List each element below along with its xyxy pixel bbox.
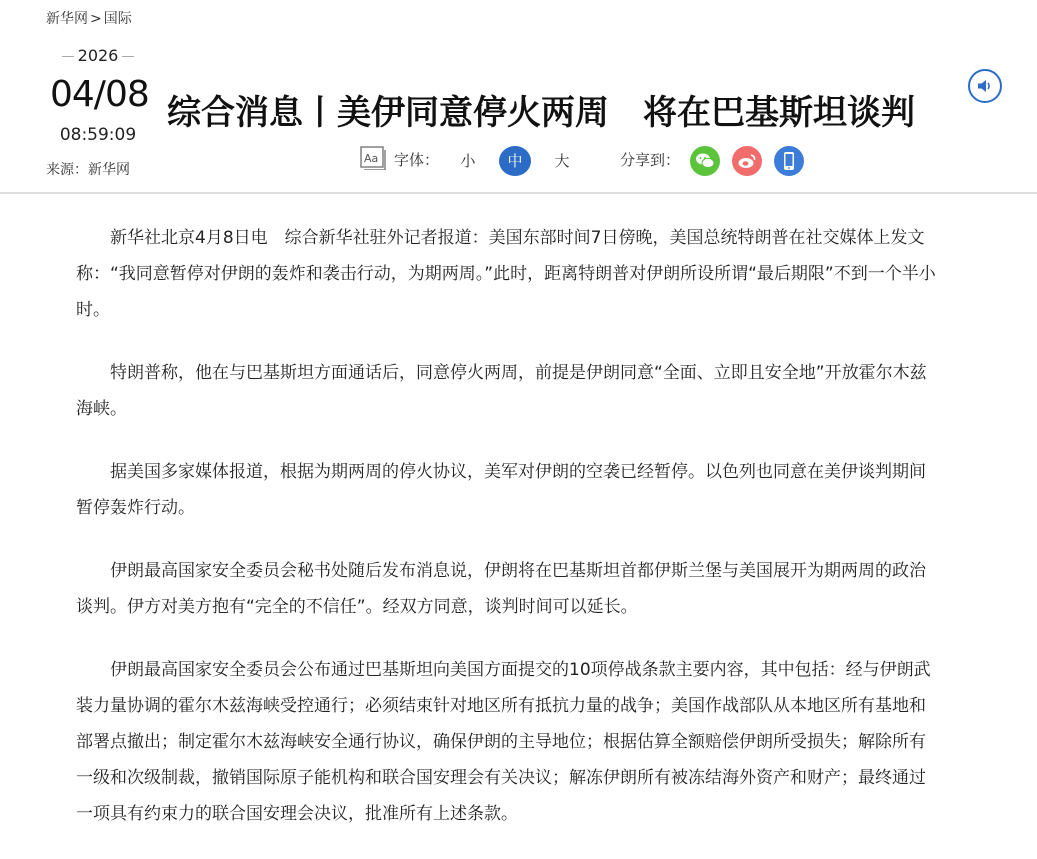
publish-time: 08:59:09 — [59, 125, 137, 145]
font-large-button[interactable]: 大 — [554, 152, 570, 170]
article-paragraph: 伊朗最高国家安全委员会秘书处随后发布消息说，伊朗将在巴基斯坦首都伊斯兰堡与美国展开为期两周的政治谈判。伊方对美方抱有“完全的不信任”。经双方同意，谈判时间可以延长。 — [76, 561, 926, 617]
page-title: 综合消息丨美伊同意停火两周 将在巴基斯坦谈判 — [167, 92, 915, 133]
breadcrumb — [46, 8, 132, 28]
font-size-icon — [360, 146, 386, 170]
header-divider — [0, 192, 1037, 194]
speaker-icon — [976, 77, 994, 95]
article-paragraph: 伊朗最高国家安全委员会公布通过巴基斯坦向美国方面提交的10项停战条款主要内容，其中包括：经与伊朗武装力量协调的霍尔木兹海峡受控通行；必须结束针对地区所有抵抗力量的战争；美国作战部队从本地区所有基地和部署点撤出；制定霍尔木兹海峡安全通行协议，确保伊朗的主导地位；根据估算全额赔偿伊朗所受损失；解除所有一级和次级制裁，撤销国际原子能机构和联合国安理会有关决议；解冻伊朗所有被冻结海外资产和财产；最终通过一项具有约束力的联合国安理会决议，批准所有上述条款。 — [76, 660, 931, 824]
share-wechat-button[interactable] — [690, 146, 720, 176]
font-size-label: 字体： — [394, 151, 440, 169]
year-text: 2026 — [77, 46, 119, 65]
wechat-icon — [695, 152, 715, 170]
publish-date: 04/08 — [50, 74, 149, 115]
breadcrumb-home-link[interactable]: 新华网 — [46, 11, 88, 27]
font-medium-button[interactable]: 中 — [499, 146, 531, 176]
svg-text:Aa: Aa — [364, 152, 379, 165]
share-mobile-button[interactable] — [774, 146, 804, 176]
publish-year — [50, 46, 146, 65]
share-weibo-button[interactable] — [732, 146, 762, 176]
font-small-button[interactable]: 小 — [460, 152, 476, 170]
breadcrumb-separator: > — [90, 11, 102, 27]
article-source: 来源：新华网 — [46, 162, 130, 178]
weibo-icon — [737, 152, 757, 170]
article-toolbar — [360, 146, 820, 176]
year-right-rule — [122, 56, 134, 57]
share-label: 分享到： — [620, 151, 681, 169]
year-left-rule — [62, 56, 74, 57]
article-paragraph: 新华社北京4月8日电 综合新华社驻外记者报道：美国东部时间7日傍晚，美国总统特朗普在社交媒体上发文称：“我同意暂停对伊朗的轰炸和袭击行动，为期两周。”此时，距离特朗普对伊朗所设所谓“最后期限”不到一个半小时。 — [76, 228, 936, 320]
mobile-icon — [782, 151, 796, 171]
article-header — [0, 0, 1037, 192]
article-paragraph: 据美国多家媒体报道，根据为期两周的停火协议，美军对伊朗的空袭已经暂停。以色列也同意在美伊谈判期间暂停轰炸行动。 — [76, 462, 926, 518]
audio-play-button[interactable] — [968, 69, 1002, 103]
breadcrumb-section-link[interactable]: 国际 — [103, 11, 132, 27]
article-body — [76, 220, 940, 859]
article-paragraph: 特朗普称，他在与巴基斯坦方面通话后，同意停火两周，前提是伊朗同意“全面、立即且安全地”开放霍尔木兹海峡。 — [76, 363, 927, 419]
